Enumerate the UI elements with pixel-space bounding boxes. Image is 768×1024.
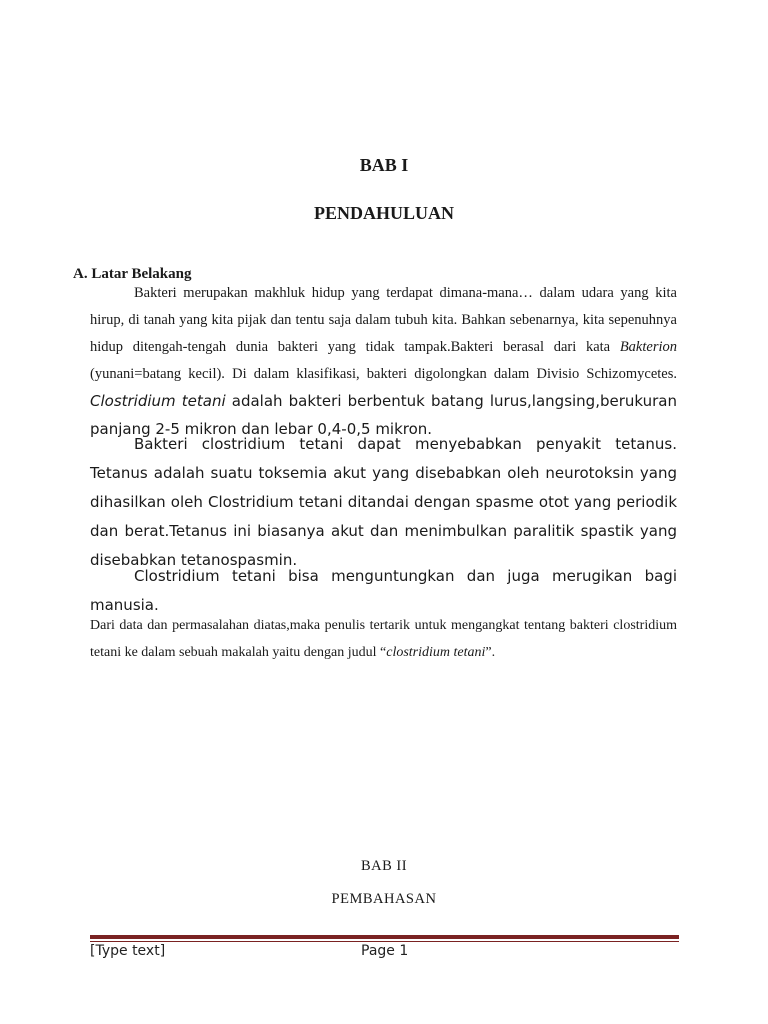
paragraph-benefit: Clostridium tetani bisa menguntungkan dan juga merugikan bagi manusia.	[90, 567, 677, 614]
italic-term-clostridium: Clostridium tetani	[90, 392, 226, 410]
footer-rule-thin	[90, 941, 679, 942]
footer-page-number: Page 1	[361, 943, 409, 959]
paragraph-text: adalah bakteri berbentuk batang lurus,langsing,berukuran panjang 2-5 mikron dan lebar 0,4-0,5 mikron.	[90, 392, 677, 438]
paragraph-tetanus: Bakteri clostridium tetani dapat menyebabkan penyakit tetanus. Tetanus adalah suatu toksemia akut yang disebabkan oleh neurotoksin yang dihasilkan oleh Clostridium tetani ditandai dengan spasme otot yang periodik dan berat.Tetanus ini biasanya akut dan menimbulkan paralitik spastik yang disebabkan tetanospasmin.	[90, 435, 677, 569]
next-chapter-title: BAB II	[360, 858, 408, 874]
paragraph-text: Bakteri merupakan makhluk hidup yang terdapat dimana-mana… dalam udara yang kita hirup, di tanah yang kita pijak dan tentu saja dalam tubuh kita. Bahkan sebenarnya, kita sepenuhnya hidup ditengah-tengah dunia bakteri yang tidak tampak.Bakteri berasal dari kata	[90, 285, 677, 355]
footer-placeholder-text: [Type text]	[90, 943, 166, 959]
paragraph-text: ”.	[485, 645, 496, 660]
paragraph-purpose	[90, 612, 677, 666]
chapter-subtitle: PENDAHULUAN	[313, 203, 454, 223]
italic-title: clostridium tetani	[386, 645, 486, 660]
italic-term-bakterion: Bakterion	[619, 339, 677, 355]
paragraph-background-1	[90, 280, 677, 444]
paragraph-text: Dari data dan permasalahan diatas,maka penulis tertarik untuk mengangkat tentang bakteri clostridium tetani ke dalam sebuah makalah yaitu dengan judul “	[90, 618, 677, 660]
chapter-title: BAB I	[359, 155, 409, 175]
next-chapter-subtitle: PEMBAHASAN	[331, 891, 437, 907]
footer-rule-thick	[90, 935, 679, 939]
section-heading: A. Latar Belakang	[73, 266, 192, 282]
paragraph-text: (yunani=batang kecil). Di dalam klasifikasi, bakteri digolongkan dalam Divisio Schizomycetes.	[90, 366, 677, 382]
